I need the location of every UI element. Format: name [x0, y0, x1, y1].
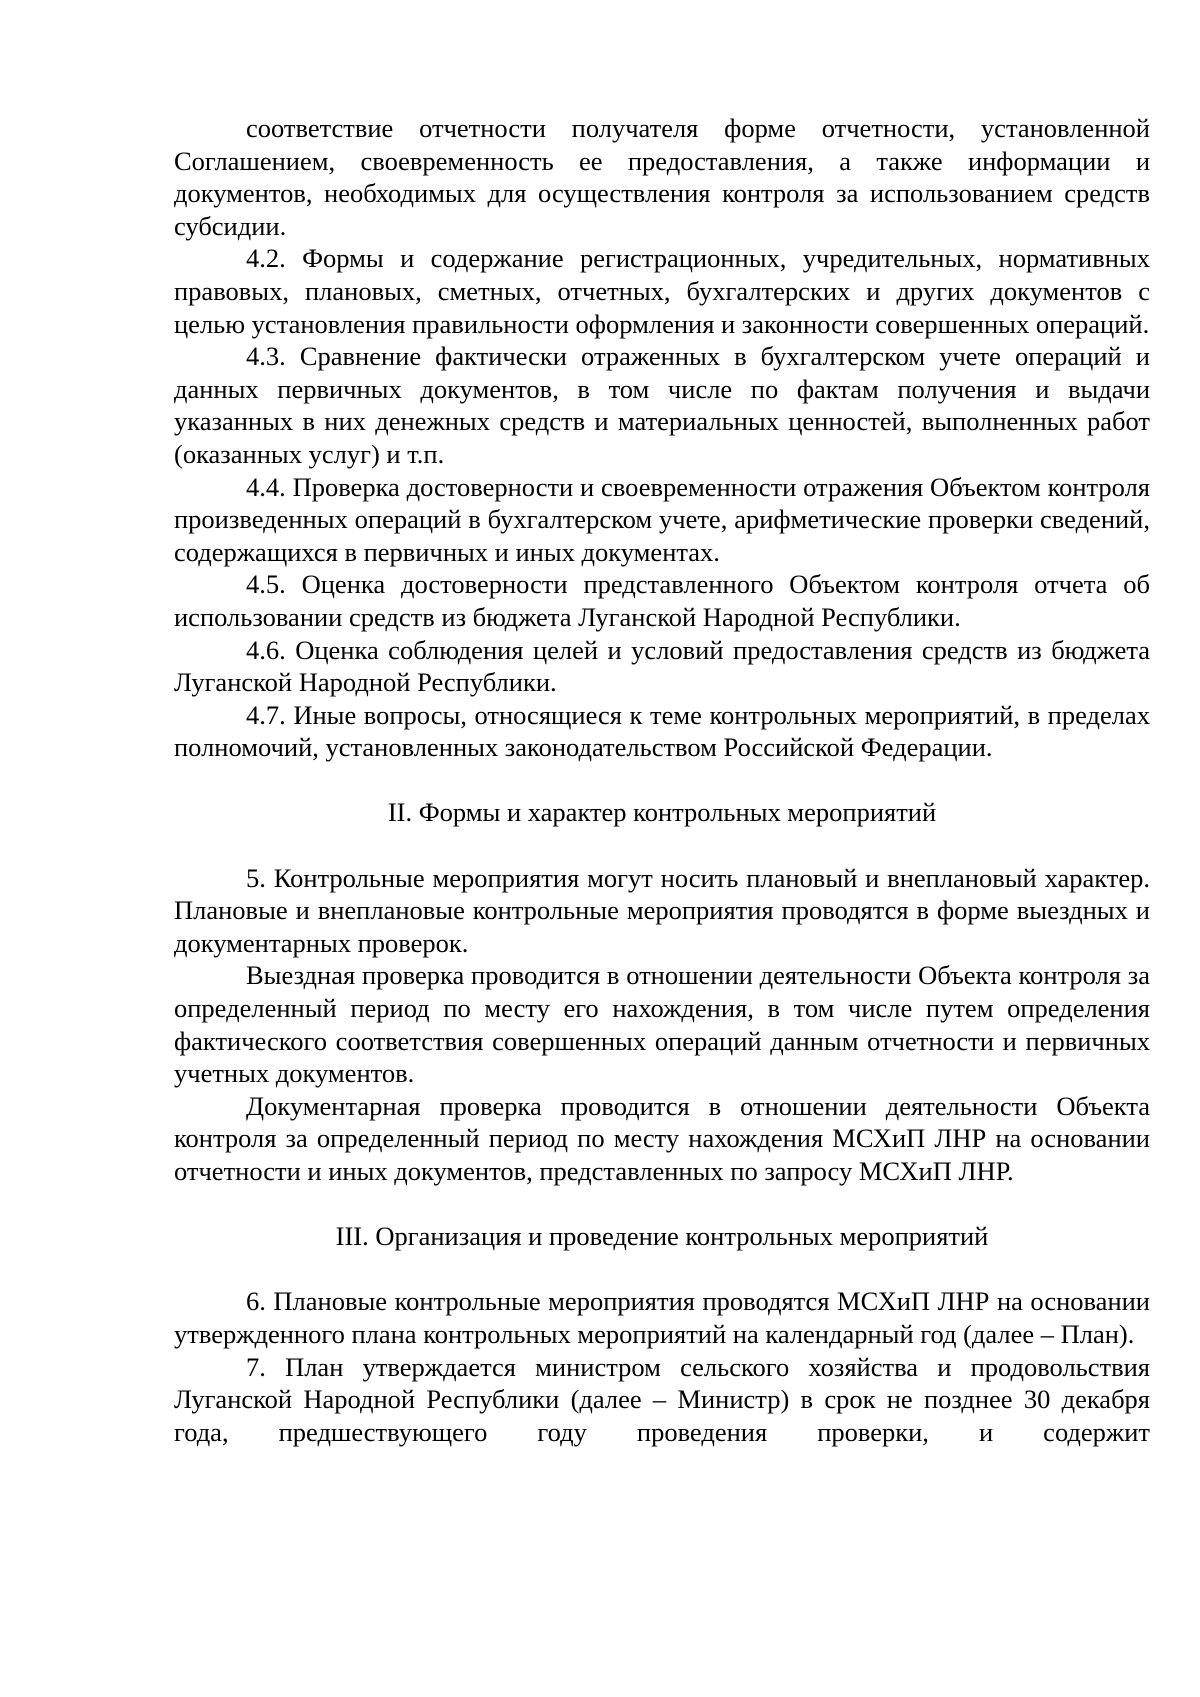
section-3-heading: III. Организация и проведение контрольных мероприятий [335, 1221, 989, 1252]
spacer [174, 1188, 1150, 1221]
paragraph-4-6: 4.6. Оценка соблюдения целей и условий предоставления средств из бюджета Луганской Народной Республики. [174, 634, 1150, 698]
spacer [174, 829, 1150, 862]
paragraph-continuation: соответствие отчетности получателя форме отчетности, установленной Соглашением, своевременность ее предоставления, а также информации и документов, необходимых для осуществления контроля за использованием средств субсидии. [174, 113, 1150, 241]
paragraph-4-2: 4.2. Формы и содержание регистрационных, учредительных, нормативных правовых, плановых, сметных, отчетных, бухгалтерских и других документов с целью установления правильности оформления и законности совершенных операций. [174, 243, 1150, 339]
spacer [174, 764, 1150, 797]
paragraph-field-inspection: Выездная проверка проводится в отношении деятельности Объекта контроля за определенный период по месту его нахождения, в том числе путем определения фактического соответствия совершенных операций данным отчетности и первичных учетных документов. [174, 960, 1150, 1089]
paragraph-4-5: 4.5. Оценка достоверности представленного Объектом контроля отчета об использовании средств из бюджета Луганской Народной Республики. [174, 569, 1150, 632]
paragraph-7: 7. План утверждается министром сельского хозяйства и продовольствия Луганской Народной Республики (далее – Министр) в срок не позднее 30 декабря года, предшествующего году проведения проверки, и содержит [174, 1351, 1150, 1447]
paragraph-6: 6. Плановые контрольные мероприятия проводятся МСХиП ЛНР на основании утвержденного плана контрольных мероприятий на календарный год (далее – План). [174, 1286, 1150, 1349]
paragraph-4-3: 4.3. Сравнение фактически отраженных в бухгалтерском учете операций и данных первичных документов, в том числе по фактам получения и выдачи указанных в них денежных средств и материальных ценностей, выполненных работ (оказанных услуг) и т.п. [174, 341, 1150, 469]
paragraph-documentary-inspection: Документарная проверка проводится в отношении деятельности Объекта контроля за определенный период по месту нахождения МСХиП ЛНР на основании отчетности и иных документов, представленных по запросу МСХиП ЛНР. [174, 1090, 1150, 1186]
paragraph-4-4: 4.4. Проверка достоверности и своевременности отражения Объектом контроля произведенных операций в бухгалтерском учете, арифметические проверки сведений, содержащихся в первичных и иных документах. [174, 471, 1150, 567]
paragraph-5: 5. Контрольные мероприятия могут носить плановый и внеплановый характер. Плановые и внеплановые контрольные мероприятия проводятся в форме выездных и документарных проверок. [174, 862, 1150, 958]
section-2-heading: II. Формы и характер контрольных мероприятий [387, 797, 937, 828]
paragraph-4-7: 4.7. Иные вопросы, относящиеся к теме контрольных мероприятий, в пределах полномочий, установленных законодательством Российской Федерации. [174, 699, 1150, 763]
document-body [174, 112, 1150, 1448]
spacer [174, 1253, 1150, 1286]
